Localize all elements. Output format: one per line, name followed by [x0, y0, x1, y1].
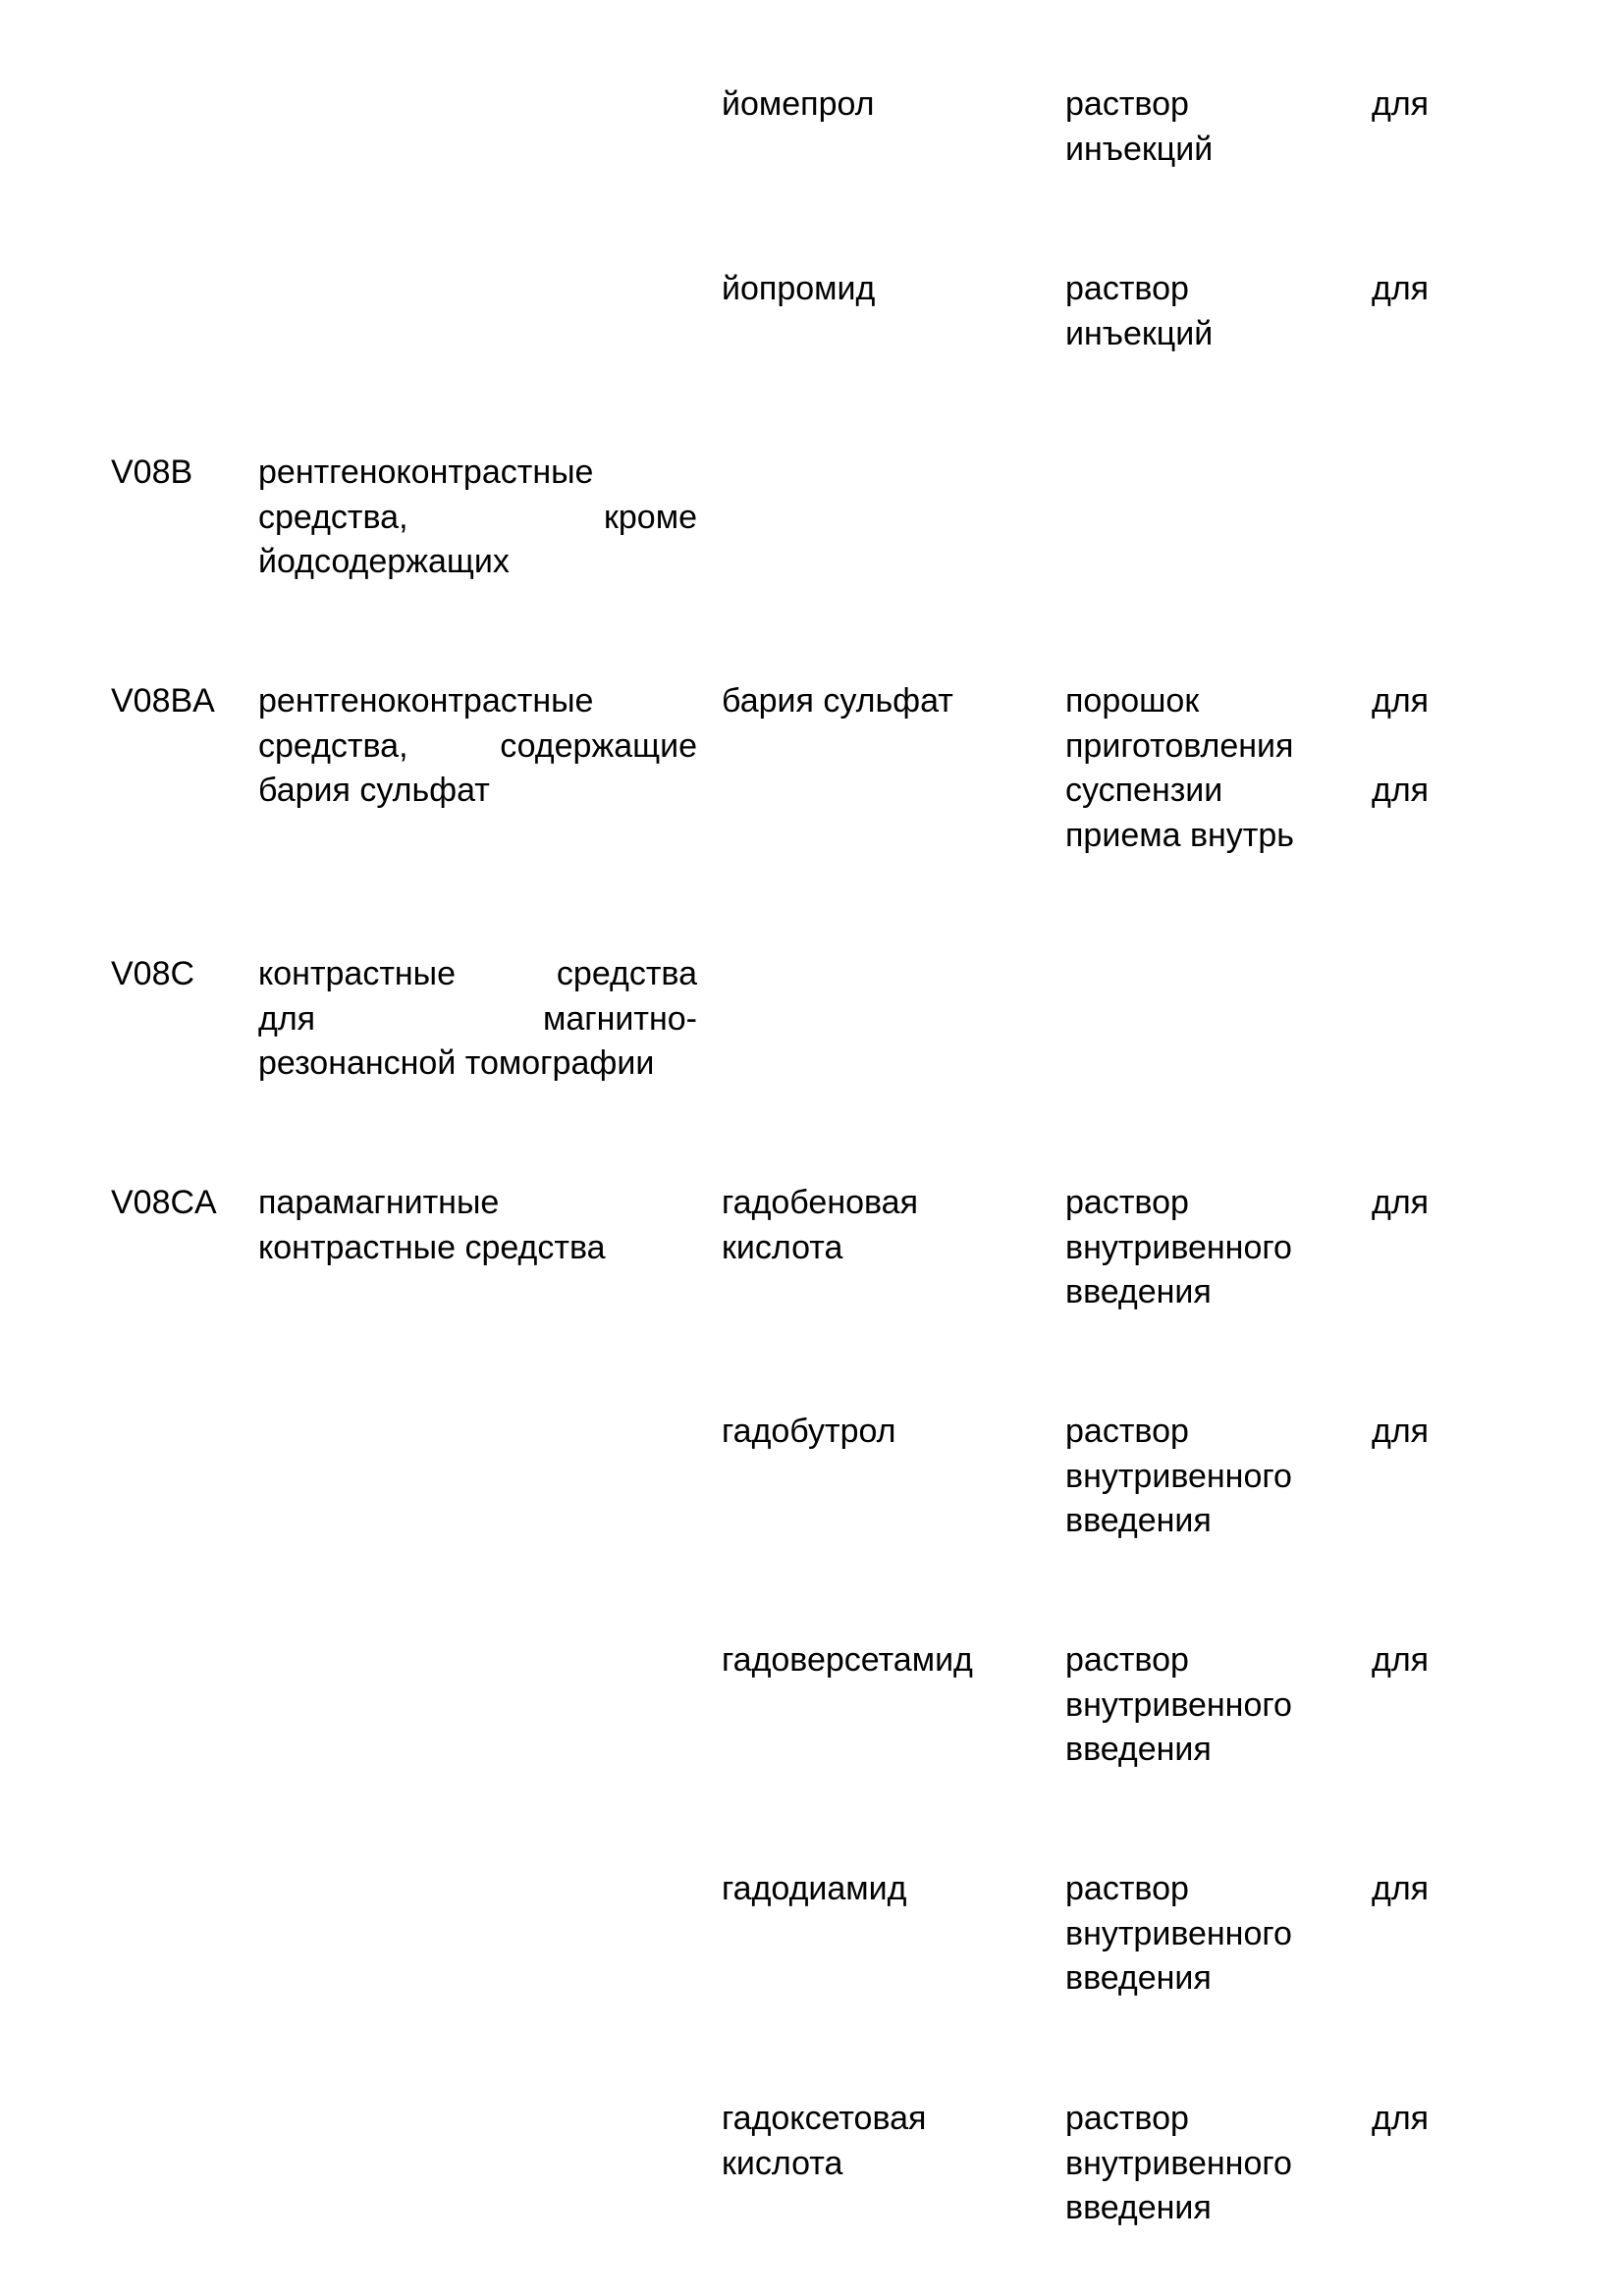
- group-word: контрастные: [258, 955, 457, 992]
- inn-line: гадоксетовая: [722, 2100, 927, 2137]
- form-word: введения: [1065, 1273, 1212, 1310]
- atc-code: V08C: [111, 955, 195, 992]
- atc-code: V08CA: [111, 1184, 217, 1221]
- dosage-form-cell: [1065, 1181, 1438, 1315]
- group-line: йодсодержащих: [258, 543, 510, 580]
- form-word: для: [1372, 1413, 1430, 1450]
- group-word: кроме: [604, 498, 697, 536]
- inn-cell: [722, 1410, 1051, 1455]
- form-word: инъекций: [1065, 130, 1214, 168]
- inn-cell: [722, 1867, 1051, 1912]
- dosage-form-cell: [1065, 82, 1438, 172]
- inn-cell: [722, 679, 1051, 724]
- inn-cell: [722, 1638, 1051, 1683]
- form-word: внутривенного: [1065, 1914, 1292, 1952]
- form-word: внутривенного: [1065, 1457, 1292, 1495]
- form-word: для: [1372, 1184, 1430, 1221]
- form-word: введения: [1065, 1502, 1212, 1539]
- inn-line: гадобеновая: [722, 1184, 918, 1221]
- form-word: раствор: [1065, 85, 1189, 123]
- form-word: введения: [1065, 1959, 1212, 1997]
- form-word: для: [1372, 1870, 1430, 1907]
- form-word: внутривенного: [1065, 1685, 1292, 1724]
- group-word: средства: [556, 955, 697, 992]
- form-word: раствор: [1065, 1184, 1189, 1221]
- form-word: для: [1372, 270, 1430, 307]
- form-word: для: [1372, 85, 1430, 123]
- form-word: порошок: [1065, 682, 1200, 720]
- atc-code: V08B: [111, 454, 193, 491]
- dosage-form-cell: [1065, 679, 1438, 858]
- group-word: средства,: [258, 726, 408, 765]
- inn-line: бария сульфат: [722, 682, 953, 720]
- group-line: контрастные средства: [258, 1228, 606, 1266]
- form-word: суспензии: [1065, 772, 1223, 809]
- inn-line: гадоверсетамид: [722, 1641, 973, 1679]
- atc-group-cell: [258, 451, 697, 585]
- atc-group-cell: [258, 1181, 697, 1270]
- group-word: для: [258, 999, 316, 1038]
- inn-cell: [722, 1181, 1051, 1270]
- form-word: инъекций: [1065, 314, 1214, 352]
- group-word: магнитно-: [542, 999, 697, 1038]
- form-word: введения: [1065, 2189, 1212, 2226]
- form-word: для: [1372, 682, 1430, 720]
- inn-line: йопромид: [722, 270, 876, 307]
- dosage-form-cell: [1065, 1410, 1438, 1544]
- form-word: внутривенного: [1065, 1228, 1292, 1266]
- form-word: приготовления: [1065, 726, 1294, 765]
- inn-line: кислота: [722, 1228, 843, 1266]
- form-word: раствор: [1065, 1641, 1189, 1679]
- group-line: рентгеноконтрастные: [258, 454, 594, 491]
- group-word: содержащие: [500, 726, 697, 765]
- dosage-form-cell: [1065, 2097, 1438, 2231]
- form-word: раствор: [1065, 2100, 1189, 2137]
- form-word: внутривенного: [1065, 2144, 1292, 2182]
- form-word: для: [1372, 772, 1430, 809]
- form-word: приема внутрь: [1065, 816, 1294, 854]
- inn-cell: [722, 82, 1051, 128]
- inn-cell: [722, 267, 1051, 312]
- atc-code: V08BA: [111, 682, 215, 720]
- dosage-form-cell: [1065, 1867, 1438, 2002]
- dosage-form-cell: [1065, 267, 1438, 356]
- group-line: парамагнитные: [258, 1184, 500, 1221]
- inn-line: кислота: [722, 2144, 843, 2182]
- inn-line: гадобутрол: [722, 1413, 896, 1450]
- group-line: бария сульфат: [258, 772, 490, 809]
- form-word: введения: [1065, 1731, 1212, 1768]
- inn-cell: [722, 2097, 1051, 2186]
- inn-line: йомепрол: [722, 85, 875, 123]
- form-word: для: [1372, 2100, 1430, 2137]
- form-word: раствор: [1065, 1870, 1189, 1907]
- atc-group-cell: [258, 952, 697, 1087]
- dosage-form-cell: [1065, 1638, 1438, 1773]
- form-word: для: [1372, 1641, 1430, 1679]
- form-word: раствор: [1065, 1413, 1189, 1450]
- group-line: резонансной томографии: [258, 1044, 655, 1082]
- group-word: средства,: [258, 498, 408, 536]
- form-word: раствор: [1065, 270, 1189, 307]
- inn-line: гадодиамид: [722, 1870, 907, 1907]
- atc-group-cell: [258, 679, 697, 814]
- group-line: рентгеноконтрастные: [258, 682, 594, 720]
